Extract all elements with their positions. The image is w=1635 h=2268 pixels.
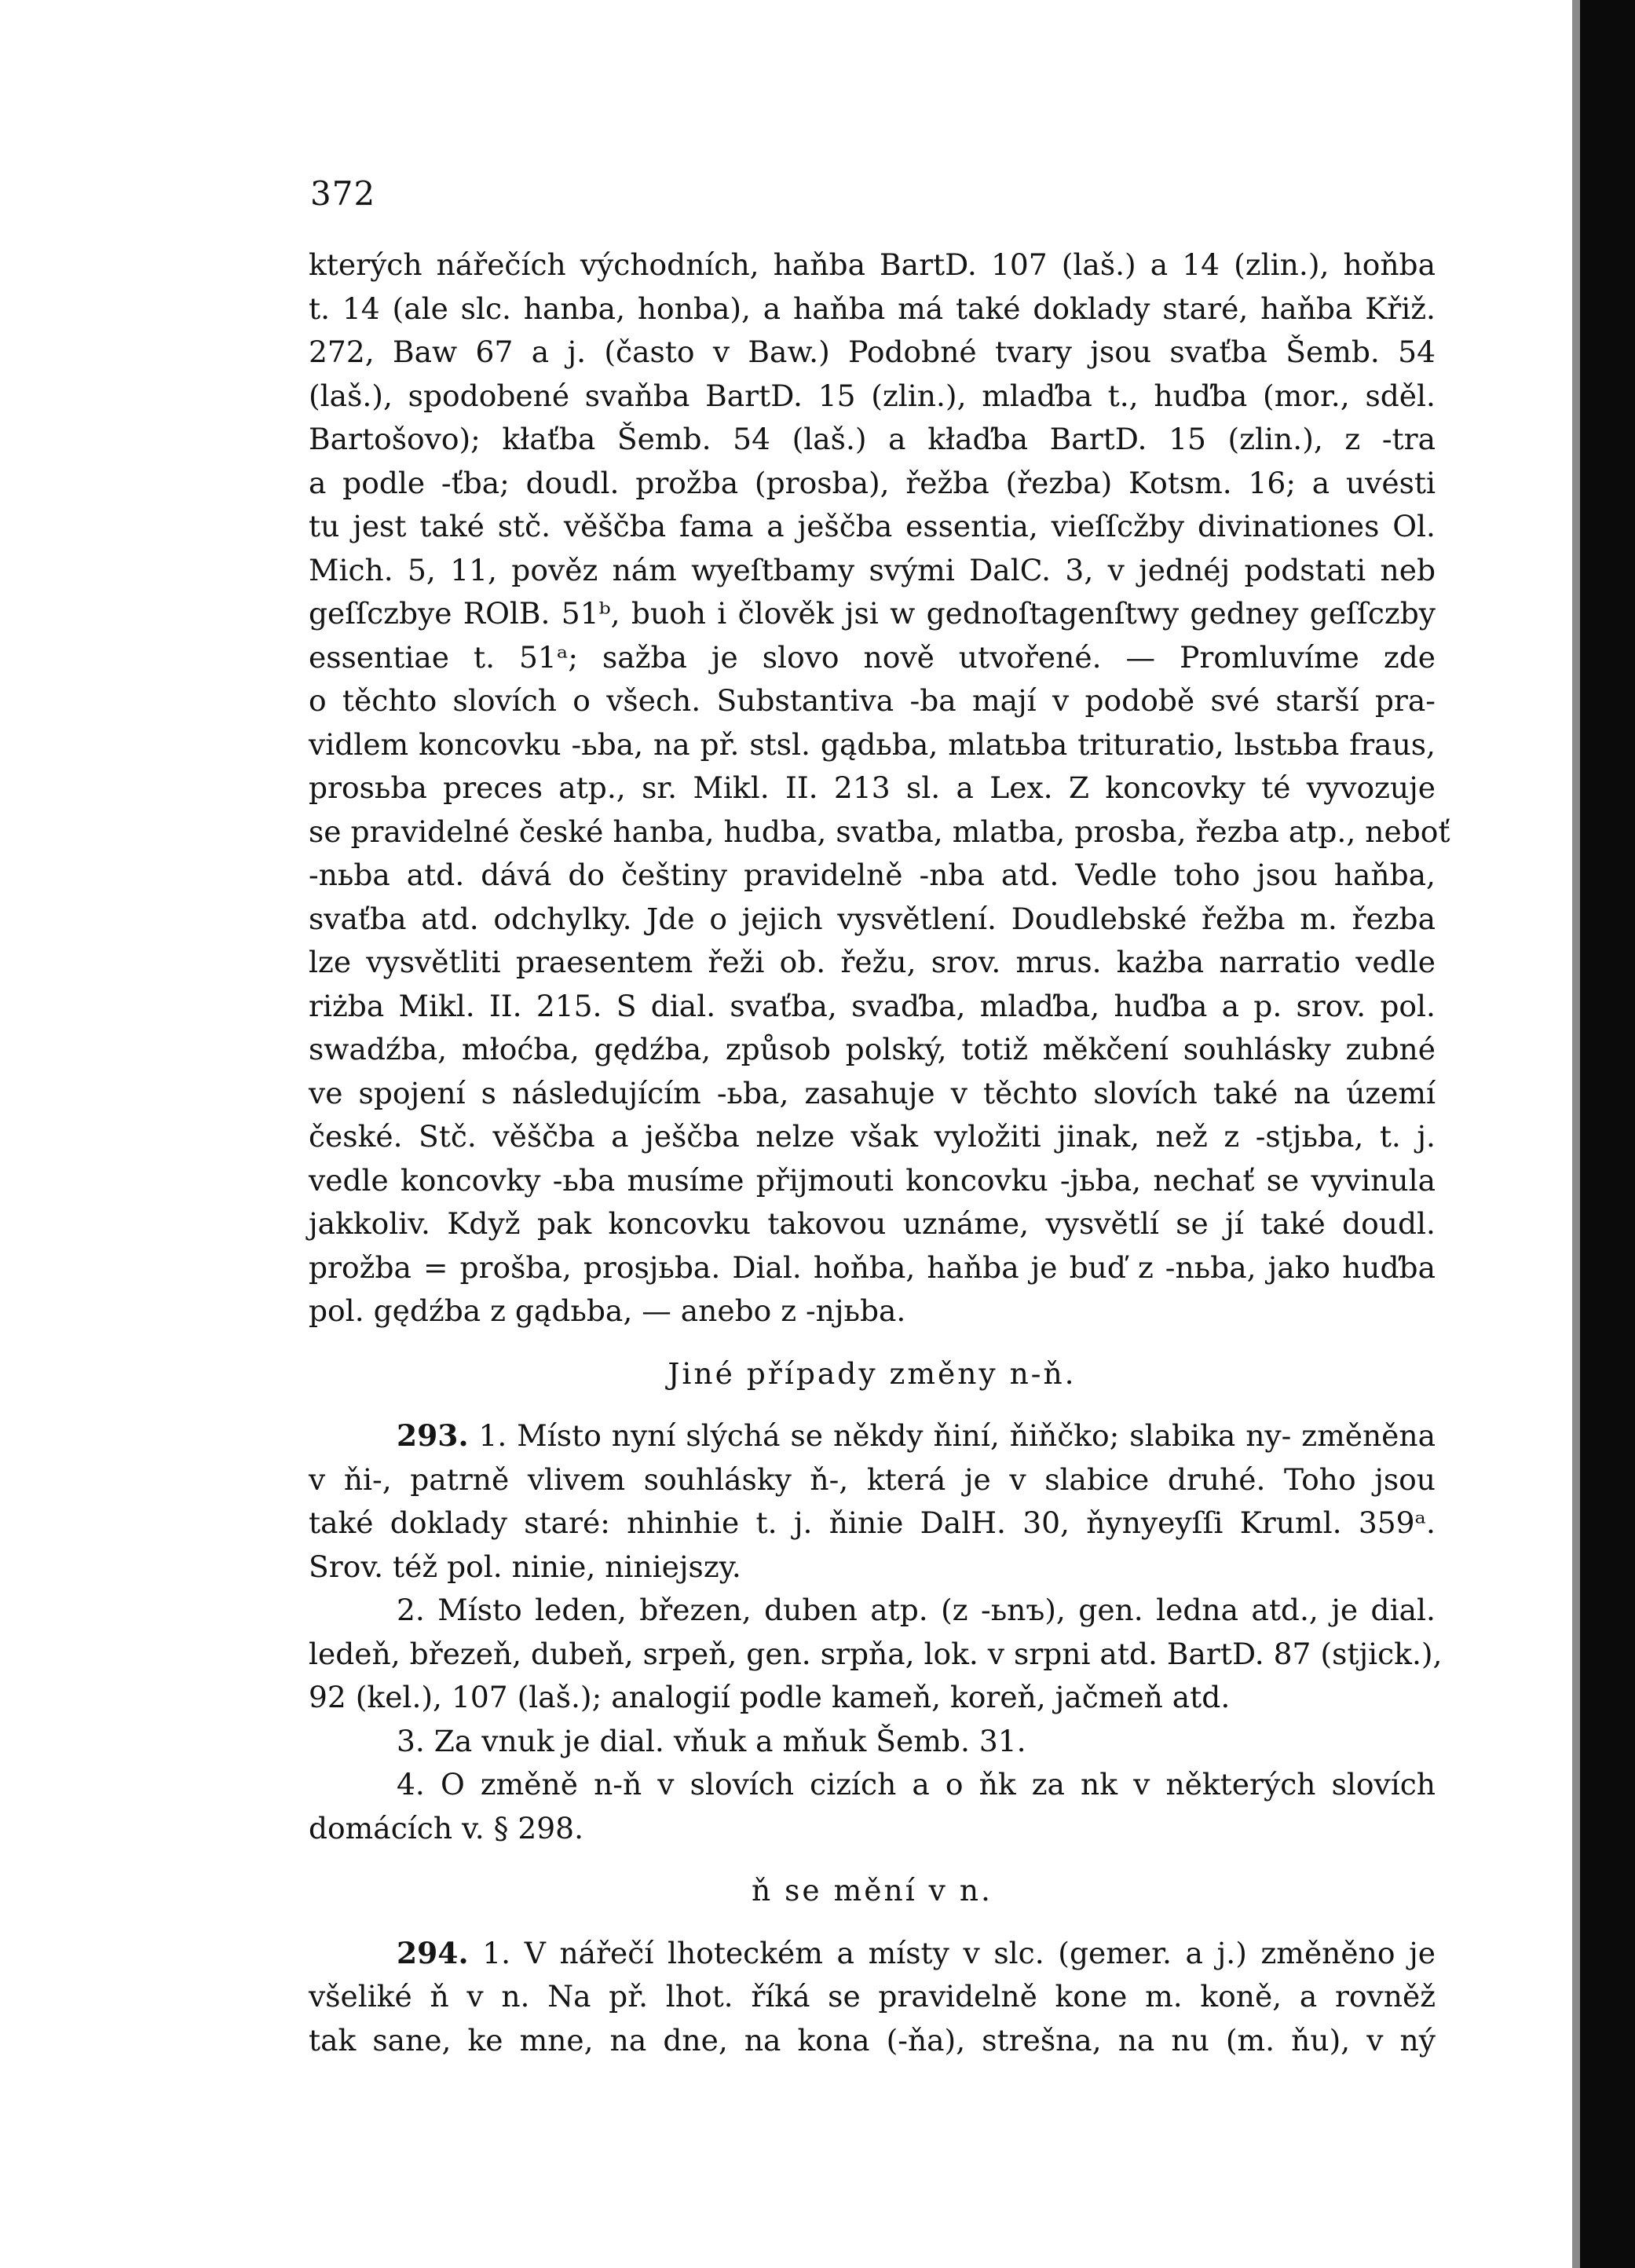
text-line [309,1414,1436,1458]
spacer [309,1850,1436,1869]
section-number: 294. [397,1935,469,1970]
text-line: pol. gędźba z gądьba, — anebo z -njьba. [309,1293,906,1328]
text-line: vedle koncovky -ьba musíme přijmouti koncovku -jьba, nechať se vyvinula [309,1162,1436,1198]
section-number: 293. [397,1418,469,1453]
text-line: 272, Baw 67 a j. (často v Baw.) Podobné tvary jsou svaťba Šemb. 54 [309,335,1436,369]
page-edge-shadow [1572,0,1580,2268]
text-line: vidlem koncovku -ьba, na př. stsl. gądьba, mlatьba trituratio, lьstьba fraus, [309,726,1436,762]
text-line: ve spojení s následujícím -ьba, zasahuje v těchto slovích také na území [309,1075,1436,1110]
text-line: všeliké ň v n. Na př. lhot. říká se pravidelně kone m. koně, a rovněž [309,1979,1436,2014]
text-line: riżba Mikl. II. 215. S dial. svaťba, svaďba, mlaďba, huďba a p. srov. pol. [309,988,1436,1023]
text-line: Bartošovo); kłaťba Šemb. 54 (laš.) a kłaďba BartD. 15 (zlin.), z -tra [309,422,1436,456]
page-body [309,243,1450,2062]
text-line: 4. O změně n-ň v slovích cizích a o ňk za nk v některých slovích [397,1767,1436,1802]
line-text: 1. Místo nyní slýchá se někdy ňiní, ňiňčko; slabika ny- změněna [478,1418,1436,1453]
text-line: a podle -ťba; doudl. prožba (prosba), řežba (řezba) Kotsm. 16; a uvésti [309,465,1436,500]
section-294 [309,1932,1436,2063]
text-line: geſſczbye ROlB. 51ᵇ, buoh i člověk jsi w gednoſtagenſtwy gedney geſſczby [309,596,1436,631]
text-line: prosьba preces atp., sr. Mikl. II. 213 sl. a Lex. Z koncovky té vyvozuje [309,770,1436,805]
scan-border [1580,0,1635,2268]
section-293 [309,1414,1443,1850]
text-line: (laš.), spodobené svaňba BartD. 15 (zlin.), mlaďba t., huďba (mor., sděl. [309,378,1436,413]
text-line: swadźba, młoćba, gędźba, způsob polský, totiž měkčení souhlásky zubné [309,1032,1436,1066]
text-line: 2. Místo leden, březen, duben atp. (z -ьnъ), gen. ledna atd., je dial. [397,1593,1436,1627]
text-line: tak sane, ke mne, na dne, na kona (-ňa), strešna, na nu (m. ňu), v ný [309,2022,1436,2058]
line-text: 1. V nářečí lhoteckém a místy v slc. (gemer. a j.) změněno je [482,1935,1436,1970]
text-line: domácích v. § 298. [309,1810,584,1845]
text-line: lze vysvětliti praesentem řeži ob. řežu, srov. mrus. każba narratio vedle [309,945,1436,979]
spacer [309,1333,1436,1352]
text-line: jakkoliv. Když pak koncovku takovou uznáme, vysvětlí se jí také doudl. [309,1206,1436,1241]
text-line: také doklady staré: nhinhie t. j. ňinie DalH. 30, ňynyeyſſi Kruml. 359ᵃ. [309,1505,1436,1540]
section-heading: Jiné případy změny n-ň. [668,1355,1077,1391]
text-line: 92 (kel.), 107 (laš.); analogií podle kameň, koreň, jačmeň atd. [309,1680,1231,1714]
text-line: prožba = prošba, prosjьba. Dial. hoňba, haňba je buď z -nьba, jako huďba [309,1249,1436,1285]
page-number: 372 [310,174,376,213]
paragraph-continued [309,243,1450,1333]
text-line: -nьba atd. dává do češtiny pravidelně -nba atd. Vedle toho jsou haňba, [309,858,1436,892]
text-line: Srov. též pol. ninie, niniejszy. [309,1549,741,1584]
text-line: české. Stč. věščba a ješčba nelze však vyložiti jinak, než z -stjьba, t. j. [309,1119,1436,1154]
text-line: se pravidelné české hanba, hudba, svatba, mlatba, prosba, řezba atp., neboť [309,814,1450,849]
text-line [309,1932,1436,1976]
text-line: o těchto slovích o všech. Substantiva -ba mají v podobě své starší pra- [309,683,1436,718]
text-line: svaťba atd. odchylky. Jde o jejich vysvětlení. Doudlebské řežba m. řezba [309,901,1436,936]
text-line: t. 14 (ale slc. hanba, honba), a haňba má také doklady staré, haňba Křiž. [309,291,1436,326]
text-line: tu jest také stč. věščba fama a ješčba essentia, vieſſcžby divinationes Ol. [309,509,1436,543]
section-heading: ň se mění v n. [752,1873,993,1908]
text-line: kterých nářečích východních, haňba BartD. 107 (laš.) a 14 (zlin.), hoňba [309,247,1436,282]
spacer [309,1913,1436,1932]
text-line: essentiae t. 51ᵃ; sažba je slovo nově utvořené. — Promluvíme zde [309,639,1436,675]
text-line: v ňi-, patrně vlivem souhlásky ň-, která je v slabice druhé. Toho jsou [309,1461,1436,1497]
text-line: 3. Za vnuk je dial. vňuk a mňuk Šemb. 31. [397,1723,1026,1758]
spacer [309,1396,1436,1414]
text-line: ledeň, březeň, dubeň, srpeň, gen. srpňa, lok. v srpni atd. BartD. 87 (stjick.), [309,1636,1443,1671]
text-line: Mich. 5, 11, pověz nám wyeſtbamy svými DalC. 3, v jednéj podstati neb [309,552,1436,587]
